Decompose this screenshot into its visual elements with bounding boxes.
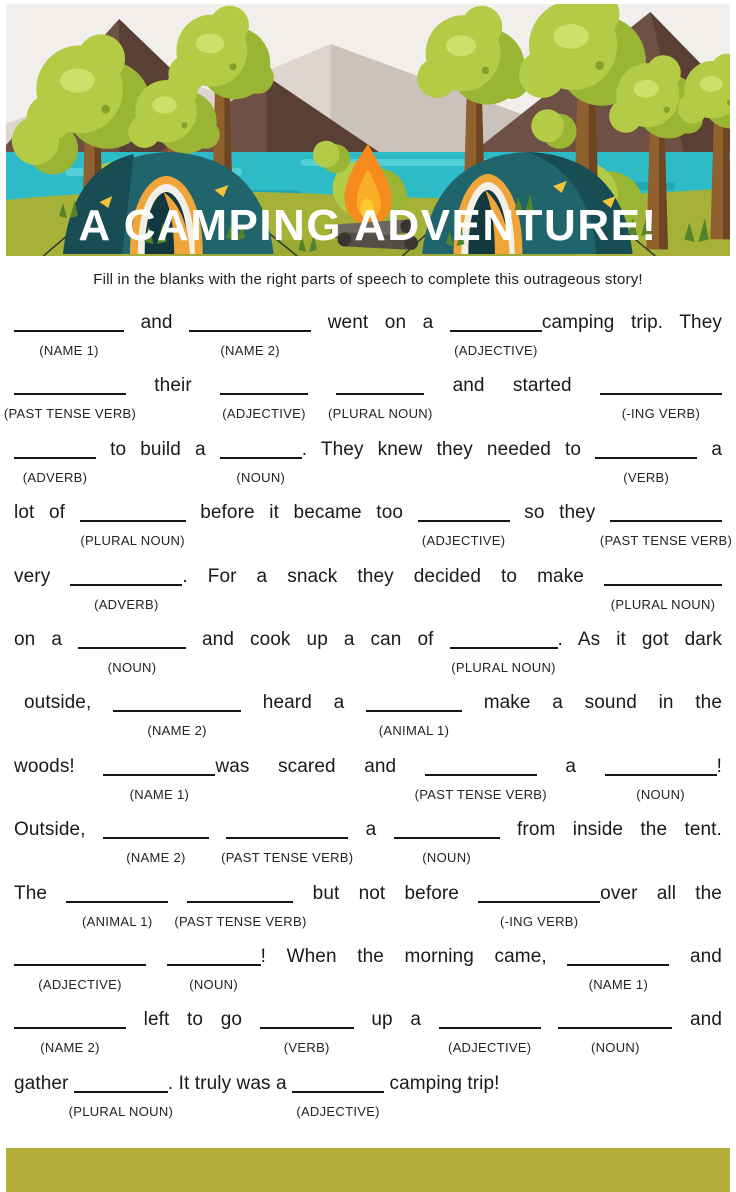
part-of-speech-label: (NAME 2) bbox=[147, 723, 207, 739]
part-of-speech-label: (PLURAL NOUN) bbox=[68, 1103, 174, 1119]
part-of-speech-label: (PAST TENSE VERB) bbox=[414, 786, 547, 802]
part-of-speech-label: (ADJECTIVE) bbox=[421, 533, 506, 549]
part-of-speech-label: (PAST TENSE VERB) bbox=[599, 533, 733, 549]
story-text: left to go bbox=[143, 1009, 243, 1031]
story-text: went on a bbox=[327, 312, 434, 333]
story bbox=[3, 310, 733, 1134]
story-text: but not before bbox=[312, 882, 459, 904]
story-text: on a bbox=[14, 628, 62, 650]
blank-line[interactable] bbox=[220, 437, 302, 485]
part-of-speech-label: (PAST TENSE VERB) bbox=[221, 850, 354, 866]
story-text: up a bbox=[371, 1009, 422, 1031]
blank-line[interactable] bbox=[292, 1071, 384, 1119]
story-text: a bbox=[711, 438, 722, 460]
part-of-speech-label: (NAME 2) bbox=[126, 850, 186, 866]
blank-line[interactable] bbox=[14, 1007, 126, 1056]
story-line bbox=[14, 500, 733, 563]
story-text: The bbox=[14, 882, 48, 904]
story-line bbox=[14, 944, 722, 1007]
story-text: their bbox=[154, 375, 192, 397]
blank-line[interactable] bbox=[418, 500, 510, 549]
blank-line[interactable] bbox=[439, 1007, 541, 1056]
header-illustration bbox=[6, 4, 730, 256]
story-text: ! bbox=[716, 755, 722, 777]
blank-line[interactable] bbox=[394, 817, 500, 866]
story-text: woods! bbox=[14, 755, 75, 777]
story-text: . As it got dark bbox=[557, 628, 722, 650]
blank-line[interactable] bbox=[605, 754, 717, 802]
blank-line[interactable] bbox=[600, 373, 722, 422]
part-of-speech-label: (NOUN) bbox=[422, 850, 472, 866]
part-of-speech-label: (NAME 1) bbox=[588, 976, 649, 992]
story-text: a bbox=[565, 755, 577, 777]
story-line bbox=[14, 1007, 722, 1070]
story-text: before it became too bbox=[200, 502, 404, 524]
blank-line[interactable] bbox=[450, 627, 558, 675]
blank-line[interactable] bbox=[80, 500, 186, 549]
part-of-speech-label: (ADVERB) bbox=[22, 469, 88, 485]
part-of-speech-label: (NAME 1) bbox=[39, 343, 99, 358]
story-text: make a sound in the bbox=[483, 692, 723, 714]
story-line bbox=[14, 817, 722, 880]
subtitle: Fill in the blanks with the right parts of speech to complete this outrageous story! bbox=[93, 271, 643, 288]
part-of-speech-label: (NOUN) bbox=[236, 469, 286, 485]
blank-line[interactable] bbox=[3, 373, 137, 422]
story-line bbox=[14, 690, 722, 753]
story-text: and bbox=[690, 1009, 723, 1031]
story-text: heard a bbox=[262, 692, 345, 714]
blank-line[interactable] bbox=[103, 817, 209, 866]
blank-line[interactable] bbox=[167, 944, 261, 992]
story-text: a bbox=[365, 819, 377, 841]
story-text: . They knew they needed to bbox=[301, 438, 582, 460]
blank-line[interactable] bbox=[189, 310, 311, 358]
part-of-speech-label: (ADJECTIVE) bbox=[454, 343, 538, 358]
story-line bbox=[14, 564, 722, 627]
blank-line[interactable] bbox=[174, 881, 307, 929]
story-text: over all the bbox=[600, 882, 722, 904]
blank-line[interactable] bbox=[14, 437, 96, 485]
story-text: and started bbox=[452, 375, 572, 397]
story-text: from inside the tent. bbox=[517, 819, 722, 841]
part-of-speech-label: (PLURAL NOUN) bbox=[610, 596, 716, 612]
part-of-speech-label: (NOUN) bbox=[189, 976, 238, 992]
blank-line[interactable] bbox=[567, 944, 669, 992]
blank-line[interactable] bbox=[113, 690, 241, 739]
story-line bbox=[14, 437, 722, 500]
part-of-speech-label: (ADVERB) bbox=[94, 596, 159, 612]
blank-line[interactable] bbox=[103, 754, 215, 802]
blank-line[interactable] bbox=[70, 564, 182, 612]
blank-line[interactable] bbox=[68, 1071, 174, 1119]
story-text: was scared and bbox=[215, 755, 397, 777]
story-text: . For a snack they decided to make bbox=[182, 565, 584, 587]
part-of-speech-label: (PAST TENSE VERB) bbox=[3, 406, 137, 422]
footer-bar bbox=[6, 1148, 730, 1192]
part-of-speech-label: (NOUN) bbox=[636, 786, 685, 802]
part-of-speech-label: (VERB) bbox=[623, 469, 670, 485]
part-of-speech-label: (PLURAL NOUN) bbox=[328, 406, 433, 422]
part-of-speech-label: (ADJECTIVE) bbox=[447, 1040, 532, 1056]
story-line bbox=[14, 1071, 722, 1134]
part-of-speech-label: (PAST TENSE VERB) bbox=[174, 913, 307, 929]
story-text: gather bbox=[14, 1072, 69, 1094]
story-line bbox=[14, 754, 722, 817]
story-text: ! When the morning came, bbox=[260, 945, 547, 967]
story-text: camping trip! bbox=[389, 1072, 500, 1094]
blank-line[interactable] bbox=[78, 627, 186, 675]
story-text: to build a bbox=[110, 438, 206, 460]
story-text: very bbox=[14, 565, 51, 587]
part-of-speech-label: (NOUN) bbox=[107, 659, 157, 675]
blank-line[interactable] bbox=[66, 881, 168, 929]
part-of-speech-label: (ANIMAL 1) bbox=[82, 913, 153, 929]
blank-line[interactable] bbox=[366, 690, 462, 739]
story-line bbox=[14, 627, 722, 690]
story-line bbox=[14, 310, 722, 373]
blank-line[interactable] bbox=[260, 1007, 354, 1056]
story-text: and bbox=[140, 312, 173, 333]
blank-line[interactable] bbox=[450, 310, 542, 358]
part-of-speech-label: (ADJECTIVE) bbox=[38, 976, 122, 992]
part-of-speech-label: (NAME 2) bbox=[220, 343, 280, 358]
blank-line[interactable] bbox=[221, 817, 354, 866]
story-text: so they bbox=[524, 502, 596, 524]
story-text: outside, bbox=[24, 692, 92, 714]
blank-line[interactable] bbox=[595, 437, 697, 485]
story-line bbox=[3, 373, 722, 436]
blank-line[interactable] bbox=[604, 564, 722, 612]
blank-line[interactable] bbox=[599, 500, 733, 549]
part-of-speech-label: (NOUN) bbox=[590, 1040, 640, 1056]
story-text: lot of bbox=[14, 502, 65, 524]
part-of-speech-label: (-ING VERB) bbox=[499, 913, 579, 929]
part-of-speech-label: (VERB) bbox=[283, 1040, 330, 1056]
story-text: camping trip. They bbox=[541, 312, 722, 333]
blank-line[interactable] bbox=[414, 754, 547, 802]
blank-line[interactable] bbox=[478, 881, 600, 929]
part-of-speech-label: (PLURAL NOUN) bbox=[80, 533, 185, 549]
story-text: Outside, bbox=[14, 819, 86, 841]
story-line bbox=[14, 881, 722, 944]
part-of-speech-label: (NAME 1) bbox=[129, 786, 190, 802]
story-text: and cook up a can of bbox=[202, 628, 434, 650]
part-of-speech-label: (ANIMAL 1) bbox=[378, 723, 450, 739]
part-of-speech-label: (PLURAL NOUN) bbox=[451, 659, 556, 675]
page-title: A CAMPING ADVENTURE! bbox=[78, 201, 658, 250]
blank-line[interactable] bbox=[328, 373, 433, 422]
part-of-speech-label: (NAME 2) bbox=[40, 1040, 100, 1056]
blank-line[interactable] bbox=[558, 1007, 672, 1056]
story-text: . It truly was a bbox=[167, 1072, 287, 1094]
part-of-speech-label: (ADJECTIVE) bbox=[222, 406, 306, 422]
blank-line[interactable] bbox=[220, 373, 308, 422]
blank-line[interactable] bbox=[14, 310, 124, 358]
part-of-speech-label: (-ING VERB) bbox=[621, 406, 701, 422]
part-of-speech-label: (ADJECTIVE) bbox=[296, 1103, 380, 1119]
story-text: and bbox=[689, 945, 722, 967]
blank-line[interactable] bbox=[14, 944, 146, 992]
